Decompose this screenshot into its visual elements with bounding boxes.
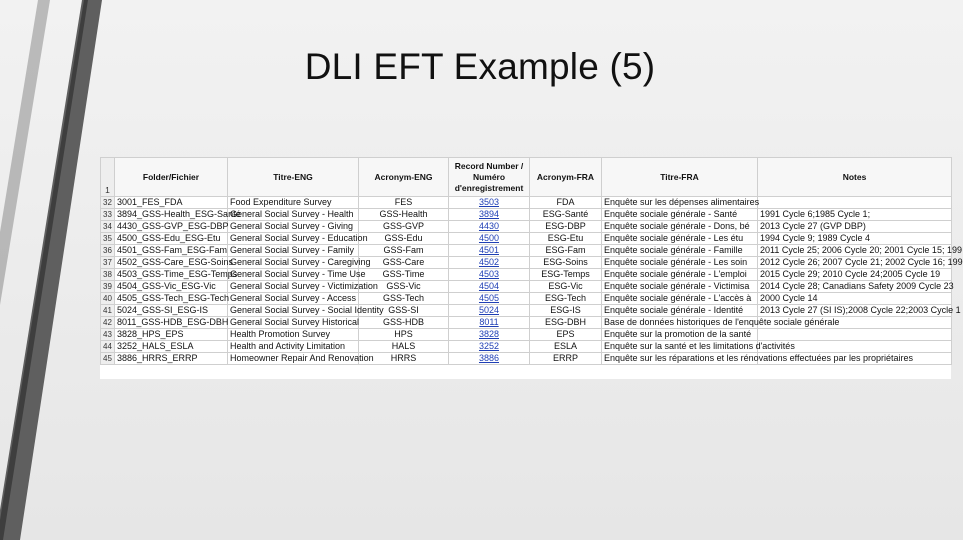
column-header: Titre-FRA [602, 158, 758, 197]
record-number-link[interactable]: 3894 [449, 209, 530, 221]
table-cell: ESG-DBP [530, 221, 602, 233]
table-cell: ESG-Santé [530, 209, 602, 221]
table-cell: General Social Survey - Time Use [228, 269, 359, 281]
spreadsheet-screenshot [100, 157, 963, 379]
table-cell: General Social Survey - Health [228, 209, 359, 221]
table-cell: ESG-Soins [530, 257, 602, 269]
table-cell: Enquête sociale générale - Les étu [602, 233, 758, 245]
table-cell: 4430_GSS-GVP_ESG-DBP [115, 221, 228, 233]
column-header: Acronym-ENG [359, 158, 449, 197]
table-cell: 4503_GSS-Time_ESG-Temps [115, 269, 228, 281]
table-cell [758, 197, 952, 209]
table-cell: Enquête sur la santé et les limitations d'activités [602, 341, 758, 353]
table-cell: 4502_GSS-Care_ESG-Soins [115, 257, 228, 269]
table-row [101, 317, 952, 329]
row-number: 32 [101, 197, 115, 209]
table-cell: General Social Survey - Access [228, 293, 359, 305]
table-row [101, 341, 952, 353]
table-cell: 2000 Cycle 14 [758, 293, 952, 305]
table-cell: GSS-Time [359, 269, 449, 281]
table-cell: General Social Survey - Family [228, 245, 359, 257]
table-cell: GSS-Fam [359, 245, 449, 257]
row-number: 42 [101, 317, 115, 329]
record-number-link[interactable]: 4430 [449, 221, 530, 233]
table-cell: 3252_HALS_ESLA [115, 341, 228, 353]
table-row [101, 221, 952, 233]
table-row [101, 209, 952, 221]
table-cell: 2014 Cycle 28; Canadians Safety 2009 Cycle 23 [758, 281, 952, 293]
table-cell: General Social Survey - Education [228, 233, 359, 245]
table-cell: GSS-Care [359, 257, 449, 269]
table-cell: ESG-Vic [530, 281, 602, 293]
row-number: 45 [101, 353, 115, 365]
table-cell: Base de données historiques de l'enquête sociale générale [602, 317, 758, 329]
table-cell: Enquête sociale générale - Famille [602, 245, 758, 257]
table-cell: 2012 Cycle 26; 2007 Cycle 21; 2002 Cycle 16; 199 [758, 257, 952, 269]
table-cell [758, 329, 952, 341]
spreadsheet-table [100, 157, 963, 365]
table-cell: GSS-Tech [359, 293, 449, 305]
table-row [101, 305, 952, 317]
table-cell: General Social Survey - Social Identity [228, 305, 359, 317]
table-cell: 4505_GSS-Tech_ESG-Tech [115, 293, 228, 305]
table-body [101, 197, 963, 365]
record-number-link[interactable]: 3503 [449, 197, 530, 209]
table-cell: ESG-Etu [530, 233, 602, 245]
table-cell: 8011_GSS-HDB_ESG-DBH [115, 317, 228, 329]
table-row [101, 353, 952, 365]
table-cell: ESLA [530, 341, 602, 353]
table-cell: 3894_GSS-Health_ESG-Santé [115, 209, 228, 221]
table-cell: General Social Survey - Caregiving [228, 257, 359, 269]
table-cell: EPS [530, 329, 602, 341]
table-cell: ESG-IS [530, 305, 602, 317]
table-cell: 2013 Cycle 27 (GVP DBP) [758, 221, 952, 233]
table-cell: Enquête sociale générale - Les soin [602, 257, 758, 269]
column-header: Record Number / Numéro d'enregistrement [449, 158, 530, 197]
table-row [101, 233, 952, 245]
table-cell: ESG-Tech [530, 293, 602, 305]
row-number: 41 [101, 305, 115, 317]
table-row [101, 329, 952, 341]
table-cell: ESG-Temps [530, 269, 602, 281]
row-number: 43 [101, 329, 115, 341]
table-cell: 2015 Cycle 29; 2010 Cycle 24;2005 Cycle 19 [758, 269, 952, 281]
table-cell: HRRS [359, 353, 449, 365]
table-cell: Enquête sociale générale - Identité [602, 305, 758, 317]
record-number-link[interactable]: 5024 [449, 305, 530, 317]
column-header: Titre-ENG [228, 158, 359, 197]
table-cell: ESG-Fam [530, 245, 602, 257]
table-row [101, 269, 952, 281]
table-cell: ESG-DBH [530, 317, 602, 329]
record-number-link[interactable]: 4502 [449, 257, 530, 269]
record-number-link[interactable]: 3828 [449, 329, 530, 341]
table-cell: Enquête sur les réparations et les rénovations effectuées par les propriétaires [602, 353, 758, 365]
table-cell: GSS-Health [359, 209, 449, 221]
table-row [101, 293, 952, 305]
slide-title: DLI EFT Example (5) [304, 46, 656, 87]
table-cell: Enquête sociale générale - L'emploi [602, 269, 758, 281]
table-cell: ERRP [530, 353, 602, 365]
table-cell: 4501_GSS-Fam_ESG-Fam [115, 245, 228, 257]
row-number: 38 [101, 269, 115, 281]
record-number-link[interactable]: 3886 [449, 353, 530, 365]
row-number: 37 [101, 257, 115, 269]
table-cell: General Social Survey - Giving [228, 221, 359, 233]
table-cell: 2011 Cycle 25; 2006 Cycle 20; 2001 Cycle 15; 199 [758, 245, 952, 257]
table-cell: 3001_FES_FDA [115, 197, 228, 209]
record-number-link[interactable]: 4500 [449, 233, 530, 245]
table-row [101, 257, 952, 269]
row-number: 40 [101, 293, 115, 305]
table-cell: General Social Survey Historical [228, 317, 359, 329]
row-number: 33 [101, 209, 115, 221]
table-cell: 2013 Cycle 27 (SI IS);2008 Cycle 22;2003 Cycle 1 [758, 305, 952, 317]
row-number: 1 [101, 158, 115, 197]
table-cell: Enquête sociale générale - Santé [602, 209, 758, 221]
record-number-link[interactable]: 4503 [449, 269, 530, 281]
table-cell: HPS [359, 329, 449, 341]
record-number-link[interactable]: 3252 [449, 341, 530, 353]
table-cell: Health and Activity Limitation [228, 341, 359, 353]
table-cell: 5024_GSS-SI_ESG-IS [115, 305, 228, 317]
table-cell: GSS-Vic [359, 281, 449, 293]
column-header: Acronym-FRA [530, 158, 602, 197]
table-cell: 3886_HRRS_ERRP [115, 353, 228, 365]
table-cell: Food Expenditure Survey [228, 197, 359, 209]
column-header: Notes [758, 158, 952, 197]
table-cell: General Social Survey - Victimization [228, 281, 359, 293]
column-header: Folder/Fichier [115, 158, 228, 197]
table-row [101, 197, 952, 209]
table-cell: Enquête sociale générale - L'accès à [602, 293, 758, 305]
table-cell: GSS-HDB [359, 317, 449, 329]
row-number: 44 [101, 341, 115, 353]
table-cell: Enquête sur les dépenses alimentaires [602, 197, 758, 209]
table-cell: GSS-Edu [359, 233, 449, 245]
table-cell: HALS [359, 341, 449, 353]
row-number: 39 [101, 281, 115, 293]
table-cell: 1994 Cycle 9; 1989 Cycle 4 [758, 233, 952, 245]
table-cell: 4500_GSS-Edu_ESG-Etu [115, 233, 228, 245]
record-number-link[interactable]: 8011 [449, 317, 530, 329]
row-number: 36 [101, 245, 115, 257]
table-cell: Enquête sociale générale - Dons, bé [602, 221, 758, 233]
table-row [101, 245, 952, 257]
table-cell: Enquête sur la promotion de la santé [602, 329, 758, 341]
table-row [101, 281, 952, 293]
header-row [101, 158, 952, 197]
row-number: 35 [101, 233, 115, 245]
row-number: 34 [101, 221, 115, 233]
table-cell: 4504_GSS-Vic_ESG-Vic [115, 281, 228, 293]
record-number-link[interactable]: 4501 [449, 245, 530, 257]
table-cell: Homeowner Repair And Renovation [228, 353, 359, 365]
table-cell: 1991 Cycle 6;1985 Cycle 1; [758, 209, 952, 221]
table-cell: FDA [530, 197, 602, 209]
record-number-link[interactable]: 4504 [449, 281, 530, 293]
table-cell: GSS-SI [359, 305, 449, 317]
table-cell: FES [359, 197, 449, 209]
table-cell: 3828_HPS_EPS [115, 329, 228, 341]
table-cell: GSS-GVP [359, 221, 449, 233]
record-number-link[interactable]: 4505 [449, 293, 530, 305]
table-cell: Enquête sociale générale - Victimisa [602, 281, 758, 293]
table-cell: Health Promotion Survey [228, 329, 359, 341]
